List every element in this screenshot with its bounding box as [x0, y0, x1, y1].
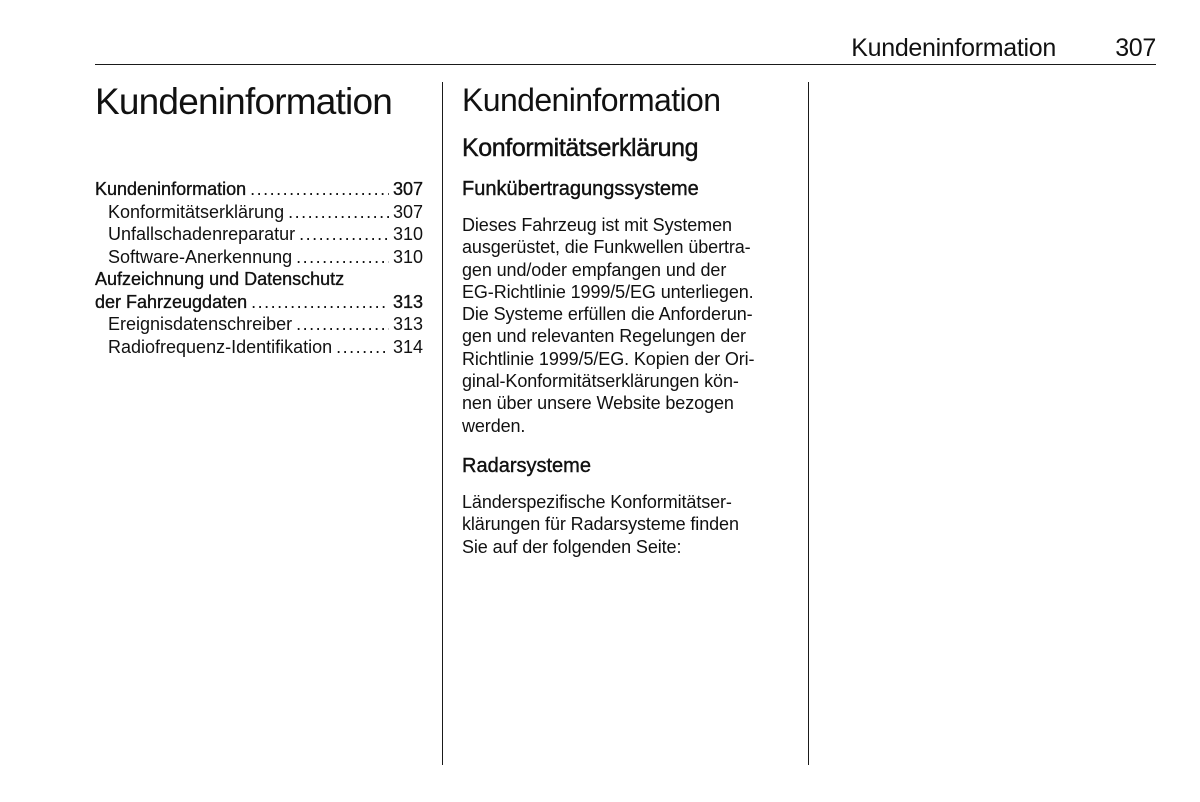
toc-entry-fahrzeugdaten[interactable]	[95, 291, 423, 314]
toc-entry-label: Radiofrequenz-Identifikation	[108, 336, 333, 357]
running-header	[95, 30, 1156, 65]
heading-radarsysteme: Radarsysteme	[462, 454, 591, 477]
toc-entry-ereignisdatenschreiber[interactable]	[95, 313, 423, 336]
toc-leader-dots	[336, 336, 389, 359]
section-title: Kundeninformation	[462, 82, 721, 118]
toc-entry-label: Ereignisdatenschreiber	[108, 314, 293, 334]
toc-entry-page: 307	[392, 201, 423, 222]
content-column	[462, 80, 792, 558]
toc-entry-page: 310	[392, 246, 423, 267]
text-line: ausgerüstet, die Funkwellen übertra-	[462, 237, 751, 258]
paragraph-funkuebertragungssysteme	[462, 214, 792, 437]
text-line: ginal-Konformitätserklärungen kön-	[462, 371, 739, 392]
text-line: klärungen für Radarsysteme finden	[462, 514, 739, 535]
toc-entry-label: Unfallschadenreparatur	[108, 224, 296, 244]
page-number: 307	[1115, 34, 1156, 62]
toc-entry-konformitaetserklaerung[interactable]	[95, 201, 423, 224]
toc-entry-page: 307	[392, 179, 423, 199]
toc-entry-software-anerkennung[interactable]	[95, 246, 423, 269]
paragraph-radarsysteme	[462, 491, 792, 558]
text-line: Länderspezifische Konformitätser-	[462, 491, 732, 512]
toc-entry-label-line1[interactable]: Aufzeichnung und Datenschutz	[95, 269, 345, 289]
toc-entry-page: 313	[392, 291, 423, 312]
text-line: werden.	[462, 415, 526, 436]
subsection-title: Konformitätserklärung	[462, 134, 699, 162]
toc-leader-dots	[299, 223, 389, 246]
text-line: EG-Richtlinie 1999/5/EG unterliegen.	[462, 281, 754, 302]
toc-entry-label: Kundeninformation	[95, 179, 247, 199]
toc-entry-label: der Fahrzeugdaten	[95, 291, 248, 312]
toc-entry-page: 310	[392, 224, 423, 244]
text-line: Sie auf der folgenden Seite:	[462, 536, 682, 557]
heading-funkuebertragungssysteme: Funkübertragungssysteme	[462, 178, 699, 200]
toc-entry-page: 314	[392, 336, 423, 357]
text-line: gen und/oder empfangen und der	[462, 259, 727, 280]
toc-entry-radiofrequenz-identifikation[interactable]	[95, 336, 423, 359]
toc-leader-dots	[288, 201, 389, 224]
toc-entry-label: Software-Anerkennung	[108, 246, 293, 267]
chapter-contents-column	[95, 80, 423, 358]
column-divider-left	[442, 82, 443, 765]
toc-leader-dots	[296, 246, 389, 269]
text-line: nen über unsere Website bezogen	[462, 393, 734, 414]
toc-entry-page: 313	[392, 314, 423, 334]
toc-leader-dots	[250, 178, 389, 201]
toc-leader-dots	[251, 291, 389, 314]
toc-entry-label: Konformitätserklärung	[108, 201, 285, 222]
toc-entry-unfallschadenreparatur[interactable]	[95, 223, 423, 246]
table-of-contents	[95, 178, 423, 358]
toc-leader-dots	[296, 313, 389, 336]
text-line: Die Systeme erfüllen die Anforderun-	[462, 304, 753, 325]
chapter-title: Kundeninformation	[95, 81, 392, 122]
column-divider-right	[808, 82, 809, 765]
text-line: Richtlinie 1999/5/EG. Kopien der Ori-	[462, 348, 755, 369]
text-line: gen und relevanten Regelungen der	[462, 326, 746, 347]
text-line: Dieses Fahrzeug ist mit Systemen	[462, 215, 732, 235]
running-header-title: Kundeninformation	[851, 34, 1056, 62]
toc-entry-kundeninformation[interactable]	[95, 178, 423, 201]
